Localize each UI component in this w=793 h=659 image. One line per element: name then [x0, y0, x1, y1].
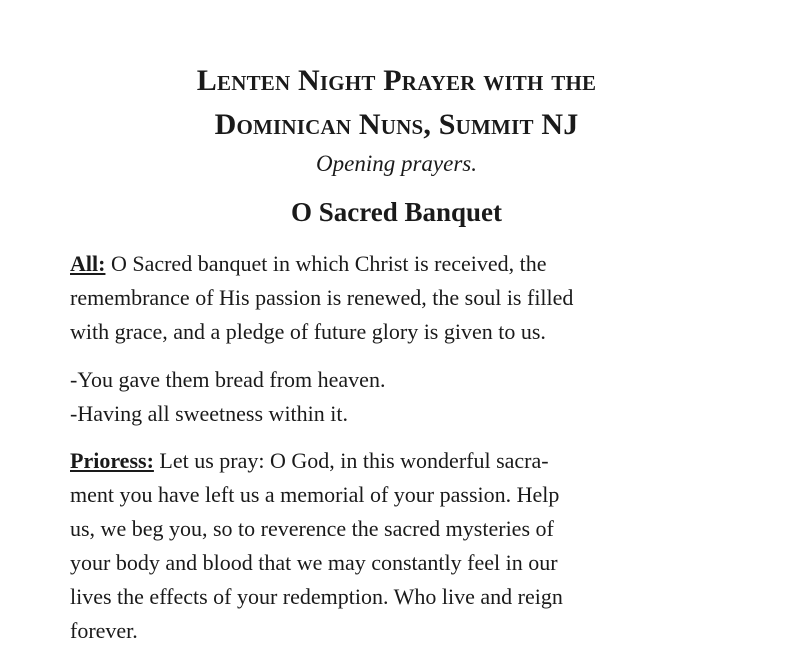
responsory	[70, 363, 750, 431]
all-prayer-line: remembrance of His passion is renewed, the soul is filled	[70, 285, 574, 310]
prioress-prayer-line: forever.	[70, 618, 138, 643]
all-prayer-line: with grace, and a pledge of future glory is given to us.	[70, 319, 546, 344]
responsory-line: -Having all sweetness within it.	[70, 401, 349, 426]
responsory-line: -You gave them bread from heaven.	[70, 367, 386, 392]
prioress-prayer-line: lives the effects of your redemption. Who live and reign	[70, 584, 563, 609]
prioress-prayer-line: us, we beg you, so to reverence the sacred mysteries of	[70, 516, 554, 541]
all-prayer	[70, 247, 750, 349]
subtitle: Opening prayers.	[316, 151, 477, 176]
title-line-2: Dominican Nuns, Summit NJ	[214, 108, 579, 141]
all-prayer-text: O Sacred banquet in which Christ is received, the	[105, 251, 547, 276]
prioress-prayer	[70, 444, 750, 648]
prioress-prayer-line: your body and blood that we may constantly feel in our	[70, 550, 558, 575]
prioress-prayer-line: ment you have left us a memorial of your passion. Help	[70, 482, 560, 507]
prioress-prayer-text: Let us pray: O God, in this wonderful sacra-	[153, 448, 549, 473]
title-line-1: Lenten Night Prayer with the	[196, 64, 597, 97]
speaker-prioress: Prioress:	[70, 448, 154, 473]
all-prayer-line	[70, 247, 750, 281]
section-heading: O Sacred Banquet	[290, 197, 503, 227]
prioress-prayer-line	[70, 444, 750, 478]
speaker-all: All:	[70, 251, 106, 276]
